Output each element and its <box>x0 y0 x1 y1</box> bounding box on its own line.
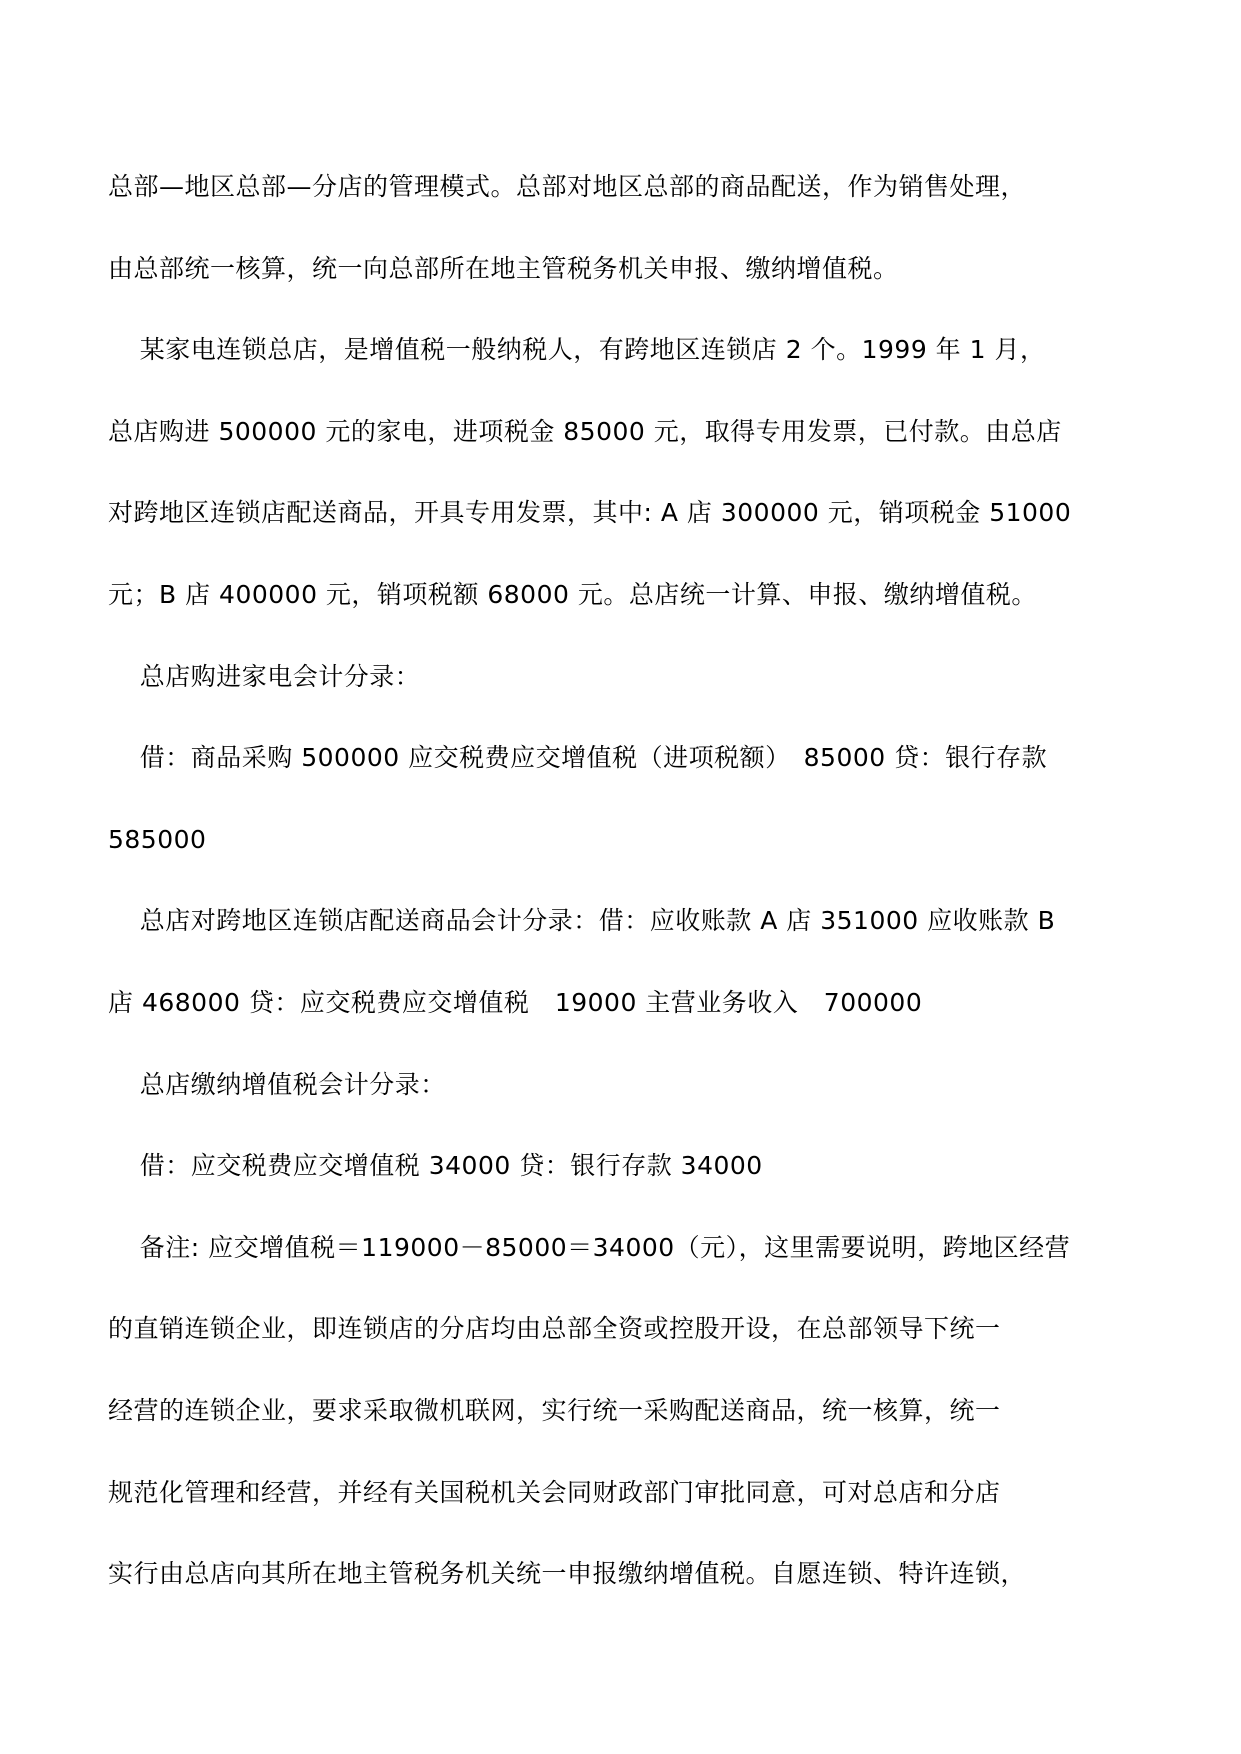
text-line: 经营的连锁企业，要求采取微机联网，实行统一采购配送商品，统一核算，统一 <box>108 1395 1001 1425</box>
text-line: 总店对跨地区连锁店配送商品会计分录：借：应收账款 A 店 351000 应收账款 B <box>139 906 1056 936</box>
text-line: 备注: 应交增值税＝119000－85000＝34000（元），这里需要说明，跨地区经营 <box>139 1232 1071 1262</box>
text-line: 某家电连锁总店，是增值税一般纳税人，有跨地区连锁店 2 个。1999 年 1 月， <box>139 335 1046 365</box>
text-line: 实行由总店向其所在地主管税务机关统一申报缴纳增值税。自愿连锁、特许连锁， <box>108 1559 1027 1589</box>
paragraph-purchase-heading <box>108 636 1138 718</box>
document-page <box>108 146 1138 1615</box>
text-line: 元；B 店 400000 元，销项税额 68000 元。总店统一计算、申报、缴纳增值税。 <box>108 579 1037 609</box>
paragraph-example <box>108 309 1138 635</box>
text-line: 规范化管理和经营，并经有关国税机关会同财政部门审批同意，可对总店和分店 <box>108 1477 1001 1507</box>
text-line: 对跨地区连锁店配送商品，开具专用发票，其中: A 店 300000 元，销项税金 51000 <box>108 498 1072 528</box>
text-line: 585000 <box>108 824 207 854</box>
text-line: 总店缴纳增值税会计分录： <box>139 1069 446 1099</box>
text-line: 借：商品采购 500000 应交税费应交增值税（进项税额） 85000 贷：银行存款 <box>139 743 1048 773</box>
text-line: 总店购进 500000 元的家电，进项税金 85000 元，取得专用发票，已付款。由总店 <box>108 416 1062 446</box>
text-line: 由总部统一核算，统一向总部所在地主管税务机关申报、缴纳增值税。 <box>108 253 899 283</box>
text-line: 总店购进家电会计分录： <box>139 661 421 691</box>
paragraph-purchase-entry <box>108 717 1138 880</box>
paragraph-distribution-entry <box>108 880 1138 1043</box>
paragraph-tax-heading <box>108 1044 1138 1126</box>
paragraph-remark <box>108 1207 1138 1615</box>
text-line: 借：应交税费应交增值税 34000 贷：银行存款 34000 <box>139 1151 763 1181</box>
paragraph-tax-entry <box>108 1125 1138 1207</box>
paragraph-intro-continued <box>108 146 1138 309</box>
text-line: 的直销连锁企业，即连锁店的分店均由总部全资或控股开设，在总部领导下统一 <box>108 1314 1001 1344</box>
text-line: 店 468000 贷：应交税费应交增值税 19000 主营业务收入 700000 <box>108 987 923 1017</box>
text-line: 总部—地区总部—分店的管理模式。总部对地区总部的商品配送，作为销售处理， <box>108 172 1027 201</box>
